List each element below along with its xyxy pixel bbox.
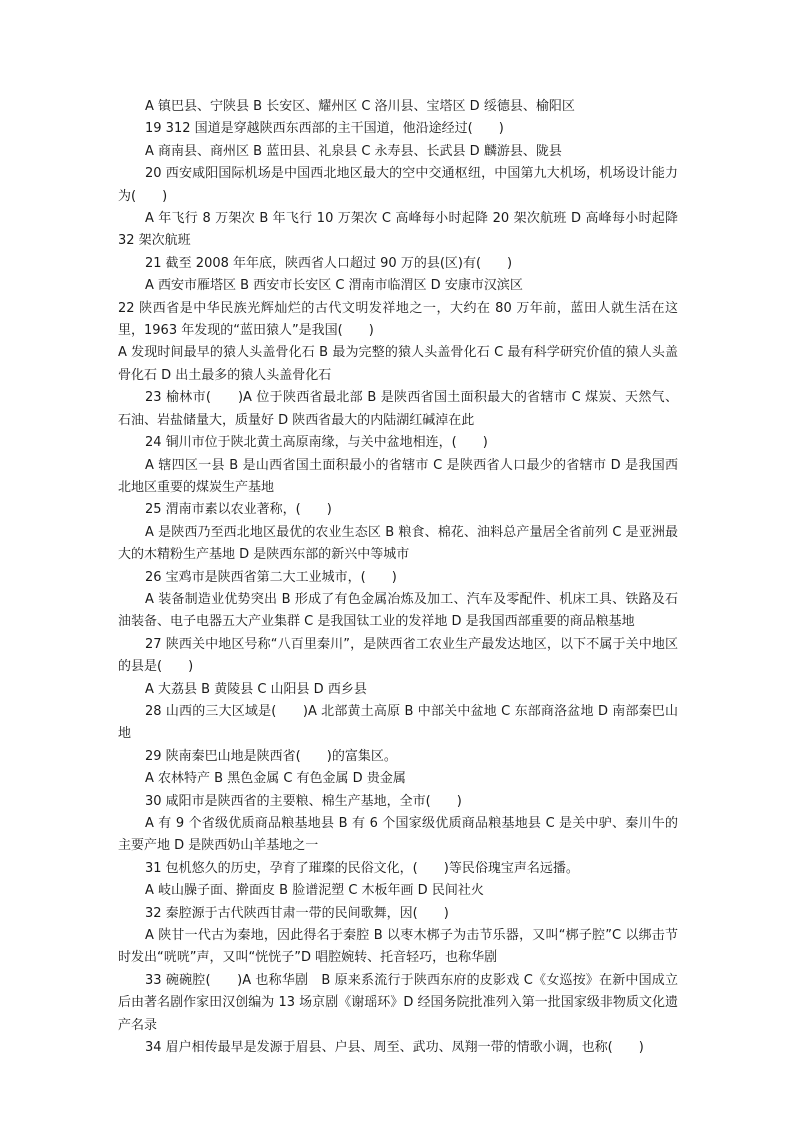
options-25: A 是陕西乃至西北地区最优的农业生态区 B 粮食、棉花、油料总产量居全省前列 C 是亚洲最大的木精粉生产基地 D 是陕西东部的新兴中等城市: [118, 524, 678, 563]
options-26: A 装备制造业优势突出 B 形成了有色金属冶炼及加工、汽车及零配件、机床工具、铁路及石油装备、电子电器五大产业集群 C 是我国钛工业的发祥地 D 是我国西部重要的商品粮基地: [118, 591, 678, 630]
question-28: 28 山西的三大区域是( )A 北部黄土高原 B 中部关中盆地 C 东部商洛盆地 D 南部秦巴山地: [118, 703, 678, 742]
options-27: A 大荔县 B 黄陵县 C 山阳县 D 西乡县: [145, 681, 367, 697]
options-30: A 有 9 个省级优质商品粮基地县 B 有 6 个国家级优质商品粮基地县 C 是关中驴、秦川牛的主要产地 D 是陕西奶山羊基地之一: [118, 816, 678, 854]
options-32: A 陕甘一代古为秦地，因此得名于秦腔 B 以枣木梆子为击节乐器，又叫“梆子腔”C 以绑击节时发出“咣咣”声，又叫“恍恍子”D 唱腔婉转、托音轻巧，也称华剧: [118, 928, 678, 966]
question-19: 19 312 国道是穿越陕西东西部的主干国道，他沿途经过( ): [145, 121, 504, 137]
question-23: 23 榆林市( )A 位于陕西省最北部 B 是陕西省国土面积最大的省辖市 C 煤炭、天然气、石油、岩盐储量大，质量好 D 陕西省最大的内陆湖红碱淖在此: [118, 390, 678, 428]
options-20: A 年飞行 8 万架次 B 年飞行 10 万架次 C 高峰每小时起降 20 架次航班 D 高峰每小时起降 32 架次航班: [118, 211, 678, 249]
question-20: 20 西安咸阳国际机场是中国西北地区最大的空中交通枢纽，中国第九大机场，机场设计能力为( ): [118, 166, 678, 204]
options-31: A 岐山臊子面、擀面皮 B 脸谱泥塑 C 木板年画 D 民间社火: [145, 883, 484, 899]
question-34: 34 眉户相传最早是发源于眉县、户县、周至、武功、凤翔一带的情歌小调，也称( ): [145, 1040, 644, 1056]
text-line: A 镇巴县、宁陕县 B 长安区、耀州区 C 洛川县、宝塔区 D 绥德县、榆阳区: [145, 99, 575, 114]
options-24: A 辖四区一县 B 是山西省国土面积最小的省辖市 C 是陕西省人口最少的省辖市 D 是我国西北地区重要的煤炭生产基地: [118, 457, 678, 495]
question-31: 31 包机悠久的历史，孕育了璀璨的民俗文化，( )等民俗瑰宝声名远播。: [145, 860, 579, 876]
question-27: 27 陕西关中地区号称“八百里秦川”，是陕西省工农业生产最发达地区，以下不属于关中地区的县是( ): [118, 636, 678, 675]
options-19: A 商南县、商州区 B 蓝田县、礼泉县 C 永寿县、长武县 D 麟游县、陇县: [145, 143, 562, 159]
options-21: A 西安市雁塔区 B 西安市长安区 C 渭南市临渭区 D 安康市汉滨区: [145, 278, 523, 294]
question-22: 22 陕西省是中华民族光辉灿烂的古代文明发祥地之一，大约在 80 万年前，蓝田人就生活在这里，1963 年发现的“蓝田猿人”是我国( ): [118, 300, 678, 339]
question-32: 32 秦腔源于古代陕西甘肃一带的民间歌舞，因( ): [145, 905, 449, 921]
question-33: 33 碗碗腔( )A 也称华剧 B 原来系流行于陕西东府的皮影戏 C《女巡按》在新中国成立后由著名剧作家田汉创编为 13 场京剧《谢瑶环》D 经国务院批准列入第一批国家级非物质文化遗产名录: [118, 972, 678, 1033]
question-30: 30 咸阳市是陕西省的主要粮、棉生产基地，全市( ): [145, 793, 462, 809]
options-22: A 发现时间最早的猿人头盖骨化石 B 最为完整的猿人头盖骨化石 C 最有科学研究价值的猿人头盖骨化石 D 出土最多的猿人头盖骨化石: [118, 345, 678, 383]
options-29: A 农林特产 B 黑色金属 C 有色金属 D 贵金属: [145, 771, 406, 787]
question-21: 21 截至 2008 年年底，陕西省人口超过 90 万的县(区)有( ): [145, 255, 513, 271]
question-25: 25 渭南市素以农业著称，( ): [145, 502, 332, 518]
question-29: 29 陕南秦巴山地是陕西省( )的富集区。: [145, 748, 397, 764]
question-24: 24 铜川市位于陕北黄土高原南缘，与关中盆地相连，( ): [145, 435, 488, 451]
question-26: 26 宝鸡市是陕西省第二大工业城市，( ): [145, 569, 397, 585]
document-page: [118, 96, 678, 1059]
